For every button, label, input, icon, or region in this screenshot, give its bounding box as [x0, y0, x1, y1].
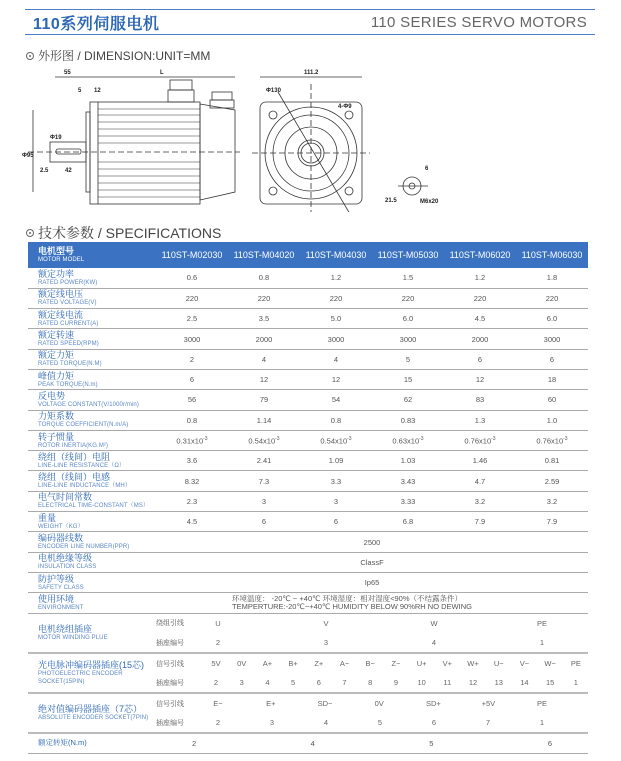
pin-cell: A− — [339, 659, 350, 669]
model-col: 110ST-M04030 — [305, 250, 367, 260]
cell-value: 2.41 — [256, 456, 272, 466]
pin-cell: 14 — [520, 678, 529, 688]
pin-cell: A+ — [262, 659, 273, 669]
cell-value: 60 — [547, 395, 557, 405]
pin-cell: 0V — [374, 699, 384, 709]
pin-cell: PE — [570, 659, 581, 669]
cell-value: 3 — [333, 496, 339, 506]
svg-text:21.5: 21.5 — [385, 198, 397, 204]
cell-value: 2.5 — [186, 314, 198, 324]
pin-cell: PE — [536, 618, 547, 628]
cell-value: 3.3 — [330, 476, 342, 486]
cell-value: 3.33 — [400, 496, 416, 506]
pin-cell: V+ — [442, 659, 453, 669]
table-row: 额定力矩 RATED TORQUE(N.M) 2 4 4 5 6 6 — [28, 349, 588, 369]
model-col: 110ST-M06020 — [449, 250, 511, 260]
cell-value: 1.0 — [546, 415, 558, 425]
cell-value: 1.2 — [474, 273, 486, 283]
pin-cell: 7 — [485, 718, 491, 728]
pin-cell: E− — [213, 699, 223, 709]
page-title-en: 110 SERIES SERVO MOTORS — [370, 13, 587, 31]
cell-value: 6 — [189, 375, 195, 385]
pin-cell: SD+ — [426, 699, 441, 709]
cell-value: 3000 — [183, 334, 201, 344]
cell-value: 62 — [403, 395, 413, 405]
environment-row: 使用环境 ENVIRONMENT 环境温度： -20℃ ~ +40℃ 环境湿度：相对湿度<90%（不结露条件） TEMPERTURE:-20℃~+40℃ HUMIDITY BELOW 90%RH NO DEWING — [28, 593, 588, 613]
cell-value: 4.5 — [474, 314, 486, 324]
table-row: 额定线电压 RATED VOLTAGE(V) 220 220 220 220 220 220 — [28, 288, 588, 308]
cell-value: 3000 — [543, 334, 561, 344]
cell-value: 4.7 — [474, 476, 486, 486]
pin-cell: 3 — [323, 638, 329, 648]
pin-cell: 4 — [323, 718, 329, 728]
pin-cell: U− — [493, 659, 504, 669]
pin-cell: B+ — [288, 659, 298, 669]
cell-value: 4 — [310, 738, 315, 748]
pin-cell: 5 — [377, 718, 383, 728]
cell-value: 0.8 — [258, 273, 270, 283]
pin-cell: 3 — [239, 678, 244, 688]
table-row: 绕组（线间）电阻 LINE-LINE RESISTANCE（Ω） 3.6 2.41 1.09 1.03 1.46 0.81 — [28, 451, 588, 471]
cell-value: 6.0 — [402, 314, 414, 324]
cell-value: 0.8 — [186, 415, 198, 425]
svg-text:4-Φ9: 4-Φ9 — [338, 104, 352, 110]
table-row: 重量 WEIGHT（KG） 4.5 6 6 6.8 7.9 7.9 — [28, 512, 588, 532]
pin-cell: 2 — [215, 718, 221, 728]
cell-value: 0.83 — [400, 415, 416, 425]
cell-value: 3.2 — [546, 496, 558, 506]
table-row: 转子惯量 ROTOR INERTIA(KG.M²) $0.31x10^{-3}$ $0.54x10^{-3}$ $0.54x10^{-3}$ $0.63x10^{-3}$ $0.76x10^{-3}$ $0.76x10^{-3}$ — [28, 430, 588, 450]
pin-cell: 12 — [468, 678, 478, 688]
page-title-cn: 110系列伺服电机 — [33, 15, 160, 33]
pin-cell: 15 — [545, 678, 555, 688]
cell-value: 220 — [185, 293, 199, 303]
bullet-icon — [26, 52, 34, 60]
cell-value: 5 — [405, 354, 411, 364]
cell-value: 3.2 — [474, 496, 486, 506]
table-row: 额定功率 RATED POWER(KW) 0.6 0.8 1.2 1.5 1.2 1.8 — [28, 268, 588, 288]
model-col: 110ST-M06030 — [521, 250, 583, 260]
cell-value: 2000 — [471, 334, 489, 344]
cell-value: 54 — [331, 395, 341, 405]
abs_encoder-lead-row: 绝对值编码器插座（7芯） ABSOLUTE ENCODER SOCKET(7PIN) 信号引线 E− E+ SD− 0V SD+ +5V PE — [28, 693, 588, 713]
cell-value: 8.32 — [184, 476, 200, 486]
cell-value: 12 — [259, 375, 269, 385]
pin-cell: 4 — [265, 678, 270, 688]
cell-value: 83 — [475, 395, 485, 405]
pin-cell: W− — [544, 659, 556, 669]
table-row: 反电势 VOLTAGE CONSTANT(V/1000r/min) 56 79 54 62 83 60 — [28, 390, 588, 410]
cell-value: 5.0 — [330, 314, 342, 324]
cell-value: $0.31x10^{-3}$ — [176, 435, 208, 446]
cell-value: 79 — [259, 395, 269, 405]
dimension-title: 外形图 / DIMENSION:UNIT=MM — [38, 49, 211, 63]
cell-value: $0.76x10^{-3}$ — [464, 435, 496, 446]
abs_encoder-pin-row: 插座编号 2 3 4 5 6 7 1 — [28, 713, 588, 733]
cell-value: 0.6 — [186, 273, 198, 283]
cell-value: 1.3 — [474, 415, 486, 425]
dimension-drawing — [20, 62, 440, 212]
cell-value: 220 — [401, 293, 415, 303]
svg-text:Φ19: Φ19 — [50, 135, 62, 141]
span-rows — [28, 532, 588, 593]
pin-cell: PE — [536, 699, 547, 709]
cell-value: 6.0 — [546, 314, 558, 324]
cell-value: 7.9 — [474, 517, 486, 527]
table-header-row: 电机型号 MOTOR MODEL 110ST-M02030 110ST-M04020 110ST-M04030 110ST-M05030 110ST-M06020 110ST-M06030 — [28, 242, 588, 268]
value-rows — [28, 268, 588, 532]
cell-value: 12 — [475, 375, 485, 385]
pin-cell: 2 — [213, 678, 219, 688]
table-row: 额定转速 RATED SPEED(RPM) 3000 2000 3000 3000 2000 3000 — [28, 329, 588, 349]
cell-value: 1.8 — [546, 273, 558, 283]
svg-text:55: 55 — [64, 70, 71, 76]
cell-value: 1.14 — [256, 415, 272, 425]
pin-cell: Z+ — [314, 659, 324, 669]
pin-cell: 2 — [215, 638, 221, 648]
cell-value: $0.54x10^{-3}$ — [248, 435, 280, 446]
cell-value: 1.46 — [472, 456, 488, 466]
cell-value: 3 — [261, 496, 267, 506]
cell-value: 220 — [257, 293, 271, 303]
rated-torque-row: 额定转矩(N.m) 2 4 5 6 — [28, 733, 588, 753]
table-row: 电机绝缘等级 INSULATION CLASS ClassF — [28, 552, 588, 572]
pin-cell: V− — [519, 659, 530, 669]
cell-value: 3000 — [399, 334, 417, 344]
pin-cell: 8 — [368, 678, 373, 688]
pin-cell: Z− — [391, 659, 401, 669]
cell-value: 1.03 — [400, 456, 416, 466]
cell-value: 0.81 — [544, 456, 560, 466]
pin-cell: E+ — [266, 699, 276, 709]
svg-text:42: 42 — [65, 168, 72, 174]
table-row: 额定线电流 RATED CURRENT(A) 2.5 3.5 5.0 6.0 4.5 6.0 — [28, 309, 588, 329]
spec-title: 技术参数 / SPECIFICATIONS — [38, 225, 222, 241]
cell-value: 4 — [261, 354, 267, 364]
table-row: 绕组（线间）电感 LINE-LINE INDUCTANCE（MH） 8.32 7.3 3.3 3.43 4.7 2.59 — [28, 471, 588, 491]
cell-value: 2 — [189, 354, 195, 364]
pin-cell: B− — [365, 659, 375, 669]
cell-value: $0.54x10^{-3}$ — [320, 435, 352, 446]
motor_winding-pin-row: 插座编号 2 3 4 1 — [28, 633, 588, 653]
pin-cell: +5V — [481, 699, 496, 709]
cell-value: 220 — [329, 293, 343, 303]
cell-value: 7.3 — [258, 476, 270, 486]
pin-cell: W+ — [467, 659, 479, 669]
pin-cell: 4 — [431, 638, 437, 648]
cell-value: 1.2 — [330, 273, 342, 283]
pin-cell: 11 — [443, 678, 452, 688]
pin-cell: 9 — [393, 678, 398, 688]
cell-value: 4 — [333, 354, 339, 364]
svg-text:Φ130: Φ130 — [266, 88, 281, 94]
motor_winding-lead-row: 电机绕组插座 MOTOR WINDING PLUE 绕组引线 U V W PE — [28, 613, 588, 633]
cell-value: 4.5 — [186, 517, 198, 527]
cell-value: 6 — [547, 738, 552, 748]
pin-cell: 5 — [291, 678, 296, 688]
cell-value: 220 — [545, 293, 559, 303]
table-row: 编码器线数 ENCODER LINE NUMBER(PPR) 2500 — [28, 532, 588, 552]
model-col: 110ST-M02030 — [161, 250, 223, 260]
cell-value: 2.3 — [186, 496, 198, 506]
svg-text:Φ95: Φ95 — [22, 153, 34, 159]
svg-text:6: 6 — [425, 166, 429, 172]
cell-value: 2.59 — [544, 476, 560, 486]
svg-text:L: L — [160, 70, 164, 76]
svg-text:M6x20: M6x20 — [420, 199, 439, 205]
pin-cell: 1 — [539, 638, 545, 648]
cell-value: 220 — [473, 293, 487, 303]
pin-cell: 13 — [494, 678, 503, 688]
table-row: 电气时间常数 ELECTRICAL TIME-CONSTANT（MS） 2.3 3 3 3.33 3.2 3.2 — [28, 491, 588, 511]
cell-value: 1.09 — [328, 456, 344, 466]
cell-value: 3.6 — [186, 456, 198, 466]
table-row: 防护等级 SAFETY CLASS Ip65 — [28, 572, 588, 592]
cell-value: 3000 — [327, 334, 345, 344]
cell-value: 18 — [547, 375, 557, 385]
pin-cell: 3 — [269, 718, 275, 728]
cell-value: $0.63x10^{-3}$ — [392, 435, 424, 446]
pin-cell: U — [215, 618, 221, 628]
cell-value: Ip65 — [156, 572, 588, 592]
title-bar — [25, 9, 595, 35]
cell-value: 6 — [333, 517, 339, 527]
cell-value: 0.8 — [330, 415, 342, 425]
svg-text:12: 12 — [94, 88, 101, 94]
pin-cell: 10 — [417, 678, 426, 688]
table-row: 力矩系数 TORQUE COEFFICIENT(N.m/A) 0.8 1.14 0.8 0.83 1.3 1.0 — [28, 410, 588, 430]
pin-cell: 7 — [342, 678, 347, 688]
cell-value: 6 — [261, 517, 267, 527]
pin-cell: SD− — [317, 699, 333, 709]
cell-value: 6.8 — [402, 517, 414, 527]
pin-cell: 6 — [431, 718, 437, 728]
cell-value: 5 — [429, 738, 434, 748]
socket-rows — [28, 613, 588, 733]
cell-value: $0.76x10^{-3}$ — [536, 435, 568, 446]
model-col: 110ST-M05030 — [377, 250, 439, 260]
cell-value: 6 — [477, 354, 483, 364]
cell-value: 6 — [549, 354, 555, 364]
cell-value: 56 — [187, 395, 197, 405]
pin-cell: 1 — [573, 678, 578, 688]
svg-text:111.2: 111.2 — [304, 70, 319, 76]
cell-value: 12 — [331, 375, 341, 385]
pin-cell: V — [323, 618, 329, 628]
pin-cell: 0V — [237, 659, 247, 669]
svg-text:2.5: 2.5 — [40, 168, 49, 174]
pin-cell: U+ — [416, 659, 427, 669]
photo_encoder-pin-row: 插座编号 2 3 4 5 6 7 8 9 10 11 12 13 14 15 1 — [28, 673, 588, 693]
pin-cell: 5V — [211, 659, 221, 669]
bullet-icon — [26, 229, 34, 237]
pin-cell: W — [430, 618, 438, 628]
cell-value: 2500 — [156, 532, 588, 552]
pin-cell: 6 — [316, 678, 321, 688]
spec-table — [28, 242, 588, 754]
table-row: 峰值力矩 PEAK TORQUE(N.m) 6 12 12 15 12 18 — [28, 369, 588, 389]
model-col: 110ST-M04020 — [233, 250, 295, 260]
cell-value: 2 — [192, 738, 197, 748]
pin-cell: 1 — [539, 718, 545, 728]
cell-value: 7.9 — [546, 517, 558, 527]
cell-value: 3.5 — [258, 314, 270, 324]
cell-value: 1.5 — [402, 273, 414, 283]
svg-text:5: 5 — [78, 88, 82, 94]
photo_encoder-lead-row: 光电脉冲编码器插座(15芯) PHOTOELECTRIC ENCODER SOCKET(15PIN) 信号引线 5V 0V A+ B+ Z+ A− B− Z− U+ V+ W+ U− V− W− PE — [28, 653, 588, 673]
spec-section-heading — [26, 223, 221, 243]
cell-value: 15 — [403, 375, 413, 385]
cell-value: 3.43 — [400, 476, 416, 486]
cell-value: 2000 — [255, 334, 273, 344]
cell-value: ClassF — [156, 552, 588, 572]
